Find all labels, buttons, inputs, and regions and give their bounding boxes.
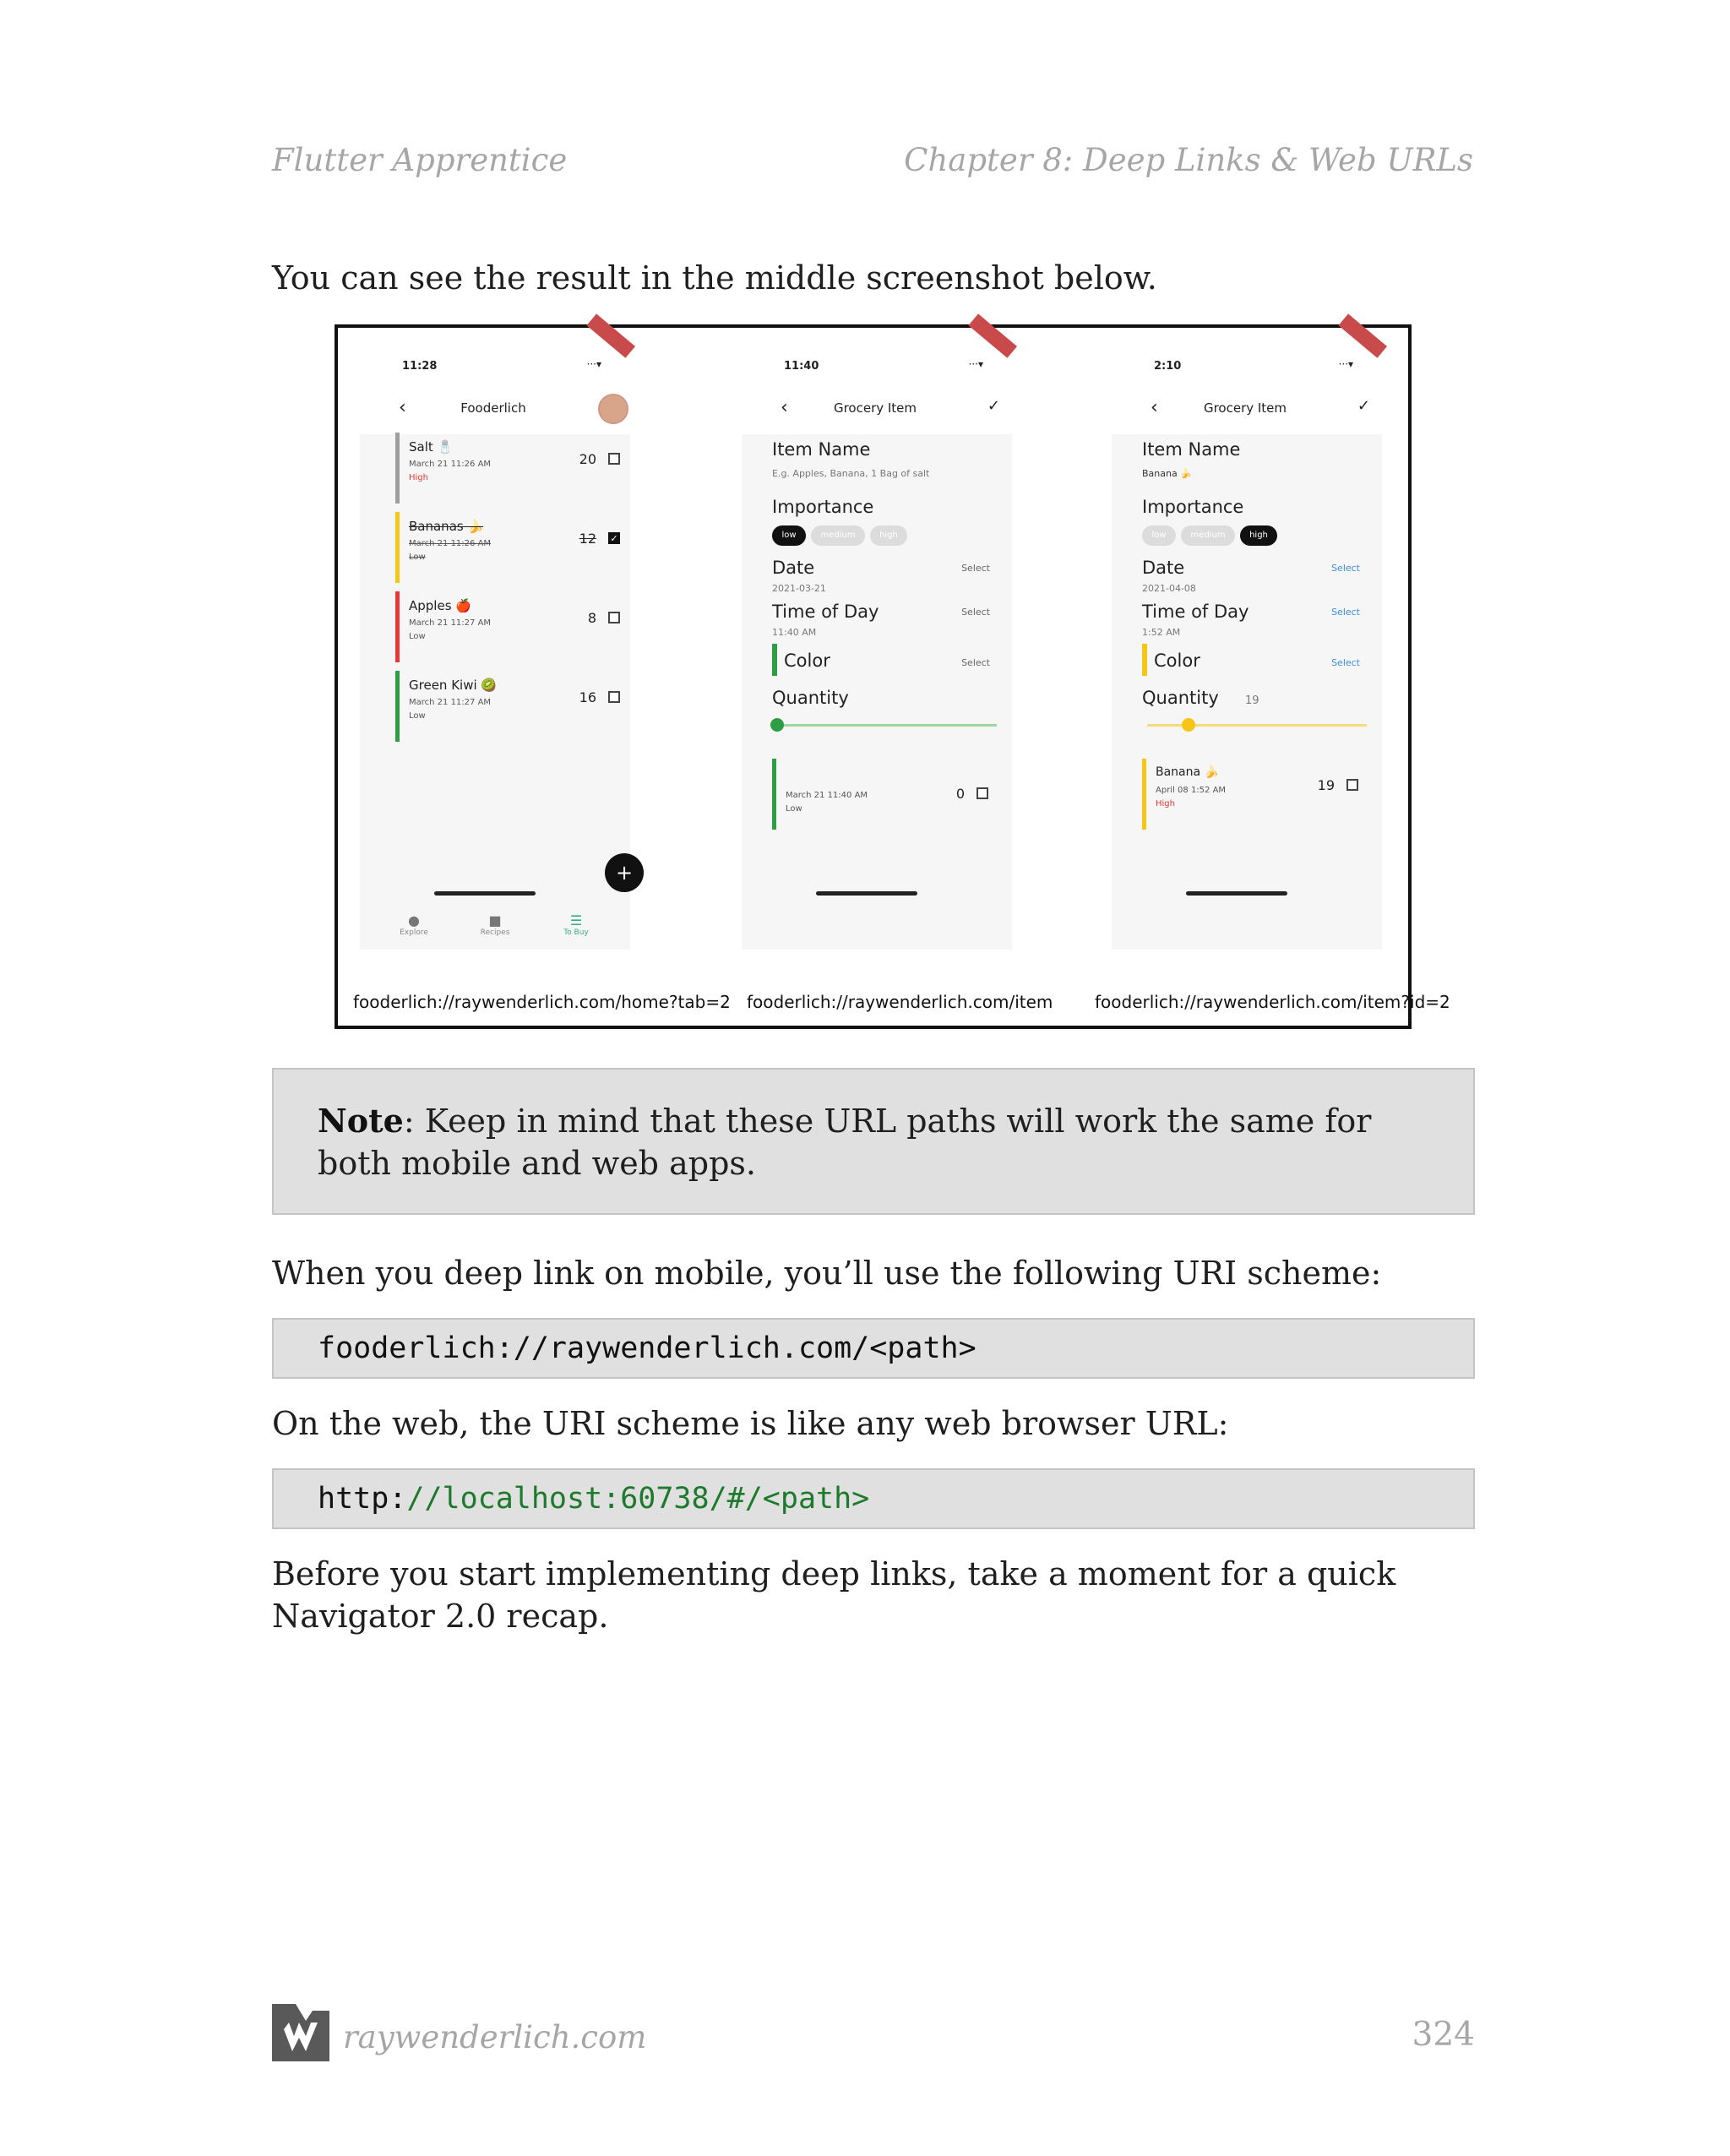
checkmark-icon[interactable]: ✓ <box>608 532 620 544</box>
status-time: 11:40 <box>784 360 819 373</box>
list-item[interactable] <box>395 433 640 504</box>
list-icon: ☰ <box>569 912 583 928</box>
screenshot-figure <box>335 324 1450 1029</box>
compass-icon: ● <box>408 912 420 928</box>
date-value: 2021-04-08 <box>1142 583 1196 594</box>
preview-item <box>772 759 1009 830</box>
quantity-slider[interactable] <box>777 724 997 727</box>
date-select-button[interactable]: Select <box>961 563 990 574</box>
outro-paragraph: Before you start implementing deep links, take a moment for a quick Navigator 2.0 recap. <box>272 1555 1396 1635</box>
item-name-label: Item Name <box>772 439 871 460</box>
item-importance: High <box>1156 799 1175 808</box>
date-select-button[interactable]: Select <box>1331 563 1360 574</box>
item-color-bar <box>395 433 400 504</box>
item-quantity: 16 <box>579 689 596 705</box>
time-select-button[interactable]: Select <box>961 607 990 618</box>
item-color-bar <box>1142 759 1146 830</box>
debug-ribbon <box>1338 313 1387 357</box>
color-swatch <box>1142 644 1147 676</box>
tab-label: Explore <box>400 928 428 937</box>
item-checkbox <box>1346 779 1358 791</box>
item-checkbox[interactable] <box>608 691 620 703</box>
item-date: March 21 11:26 AM <box>409 539 492 548</box>
list-item[interactable] <box>395 671 640 742</box>
item-importance: Low <box>409 711 426 721</box>
tab-label: To Buy <box>563 928 589 937</box>
note-box <box>272 1068 1475 1215</box>
chapter-title: Chapter 8: Deep Links & Web URLs <box>904 142 1473 178</box>
status-time: 11:28 <box>402 360 438 373</box>
item-importance: Low <box>786 804 802 814</box>
url-caption-item: fooderlich://raywenderlich.com/item <box>747 992 1053 1012</box>
raywenderlich-logo-icon <box>272 2004 329 2061</box>
item-name: Bananas 🍌 <box>409 519 484 534</box>
item-name-field[interactable]: Banana 🍌 <box>1142 468 1192 479</box>
avatar[interactable] <box>598 394 628 424</box>
tab-explore[interactable] <box>380 912 448 937</box>
item-name-field[interactable]: E.g. Apples, Banana, 1 Bag of salt <box>772 468 930 479</box>
phone-edit-item-screen <box>1103 341 1387 966</box>
importance-chip-low[interactable]: low <box>1142 525 1176 546</box>
mobile-code-block: fooderlich://raywenderlich.com/<path> <box>272 1318 1475 1379</box>
item-color-bar <box>395 512 400 583</box>
code-scheme: http: <box>318 1482 407 1516</box>
app-title: Fooderlich <box>460 400 526 416</box>
date-label: Date <box>1142 558 1185 578</box>
wifi-icon: ···▾ <box>1338 358 1353 370</box>
item-checkbox <box>977 787 988 799</box>
importance-chip-medium[interactable]: medium <box>1181 525 1235 546</box>
color-swatch <box>772 644 777 676</box>
item-name: Banana 🍌 <box>1156 765 1219 779</box>
item-date: March 21 11:27 AM <box>409 618 492 628</box>
phone-home-screen <box>351 341 635 966</box>
importance-chip-high[interactable]: high <box>870 525 907 546</box>
quantity-value: 19 <box>1245 694 1259 707</box>
url-caption-home: fooderlich://raywenderlich.com/home?tab=2 <box>353 992 731 1012</box>
home-indicator <box>1186 891 1287 896</box>
back-arrow-icon[interactable]: ‹ <box>1151 397 1158 418</box>
item-quantity: 19 <box>1317 777 1335 793</box>
date-label: Date <box>772 558 815 578</box>
web-code-block <box>272 1468 1475 1529</box>
item-checkbox[interactable] <box>608 612 620 623</box>
importance-chip-medium[interactable]: medium <box>811 525 865 546</box>
item-name-label: Item Name <box>1142 439 1241 460</box>
item-color-bar <box>395 671 400 742</box>
code-path: //localhost:60738/#/<path> <box>406 1482 870 1516</box>
time-value: 11:40 AM <box>772 627 817 638</box>
item-date: March 21 11:40 AM <box>786 791 868 800</box>
quantity-slider-thumb[interactable] <box>770 718 784 732</box>
home-indicator <box>434 891 536 896</box>
preview-item <box>1142 759 1379 830</box>
list-item[interactable] <box>395 512 640 583</box>
color-select-button[interactable]: Select <box>961 657 990 668</box>
time-select-button[interactable]: Select <box>1331 607 1360 618</box>
quantity-label: Quantity <box>1142 688 1219 708</box>
color-select-button[interactable]: Select <box>1331 657 1360 668</box>
url-caption-item-id: fooderlich://raywenderlich.com/item?id=2 <box>1095 992 1450 1012</box>
phone-new-item-screen <box>733 341 1017 966</box>
item-quantity: 20 <box>579 451 596 467</box>
importance-label: Importance <box>772 497 874 517</box>
book-icon: ■ <box>488 912 502 928</box>
checkmark-icon[interactable]: ✓ <box>1357 397 1370 415</box>
item-date: March 21 11:27 AM <box>409 698 492 707</box>
tab-to-buy[interactable] <box>542 912 610 937</box>
back-arrow-icon[interactable]: ‹ <box>781 397 788 418</box>
item-name: Apples 🍎 <box>409 598 471 613</box>
item-quantity: 0 <box>955 786 965 802</box>
importance-label: Importance <box>1142 497 1244 517</box>
home-indicator <box>816 891 917 896</box>
item-date: March 21 11:26 AM <box>409 460 492 469</box>
note-body: : Keep in mind that these URL paths will work the same for both mobile and web apps. <box>318 1102 1372 1182</box>
screen-title: Grocery Item <box>833 400 917 416</box>
item-quantity: 8 <box>587 610 596 626</box>
screen-title: Grocery Item <box>1203 400 1287 416</box>
item-name: Green Kiwi 🥝 <box>409 678 498 693</box>
footer-site: raywenderlich.com <box>343 2019 647 2055</box>
item-checkbox[interactable] <box>608 453 620 465</box>
page-number: 324 <box>1412 2016 1475 2054</box>
debug-ribbon <box>968 313 1017 357</box>
item-importance: Low <box>409 553 426 562</box>
tab-label: Recipes <box>480 928 510 937</box>
item-importance: High <box>409 473 428 482</box>
status-time: 2:10 <box>1154 360 1182 373</box>
item-color-bar <box>772 759 776 830</box>
checkmark-icon[interactable]: ✓ <box>987 397 1000 415</box>
color-label: Color <box>1154 651 1200 671</box>
item-quantity: 12 <box>579 531 596 547</box>
item-importance: Low <box>409 632 426 641</box>
note-text <box>318 1100 1433 1184</box>
add-item-button[interactable]: + <box>605 853 644 892</box>
list-item[interactable] <box>395 591 640 662</box>
intro-paragraph: You can see the result in the middle screenshot below. <box>272 259 1157 297</box>
importance-chip-low[interactable]: low <box>772 525 806 546</box>
color-label: Color <box>784 651 830 671</box>
time-value: 1:52 AM <box>1142 627 1181 638</box>
back-arrow-icon[interactable]: ‹ <box>399 397 406 418</box>
wifi-icon: ···▾ <box>586 358 601 370</box>
note-label: Note <box>318 1102 404 1140</box>
book-title: Flutter Apprentice <box>272 142 568 178</box>
item-name: Salt 🧂 <box>409 439 454 455</box>
time-label: Time of Day <box>1142 602 1249 622</box>
item-color-bar <box>395 591 400 662</box>
importance-chip-high[interactable]: high <box>1240 525 1277 546</box>
item-date: April 08 1:52 AM <box>1156 786 1227 795</box>
mobile-scheme-paragraph: When you deep link on mobile, you’ll use the following URI scheme: <box>272 1255 1382 1292</box>
web-scheme-paragraph: On the web, the URI scheme is like any web browser URL: <box>272 1405 1229 1442</box>
time-label: Time of Day <box>772 602 879 622</box>
date-value: 2021-03-21 <box>772 583 826 594</box>
quantity-label: Quantity <box>772 688 849 708</box>
wifi-icon: ···▾ <box>968 358 983 370</box>
tab-recipes[interactable] <box>461 912 529 937</box>
debug-ribbon <box>586 313 635 357</box>
quantity-slider[interactable] <box>1147 724 1367 727</box>
